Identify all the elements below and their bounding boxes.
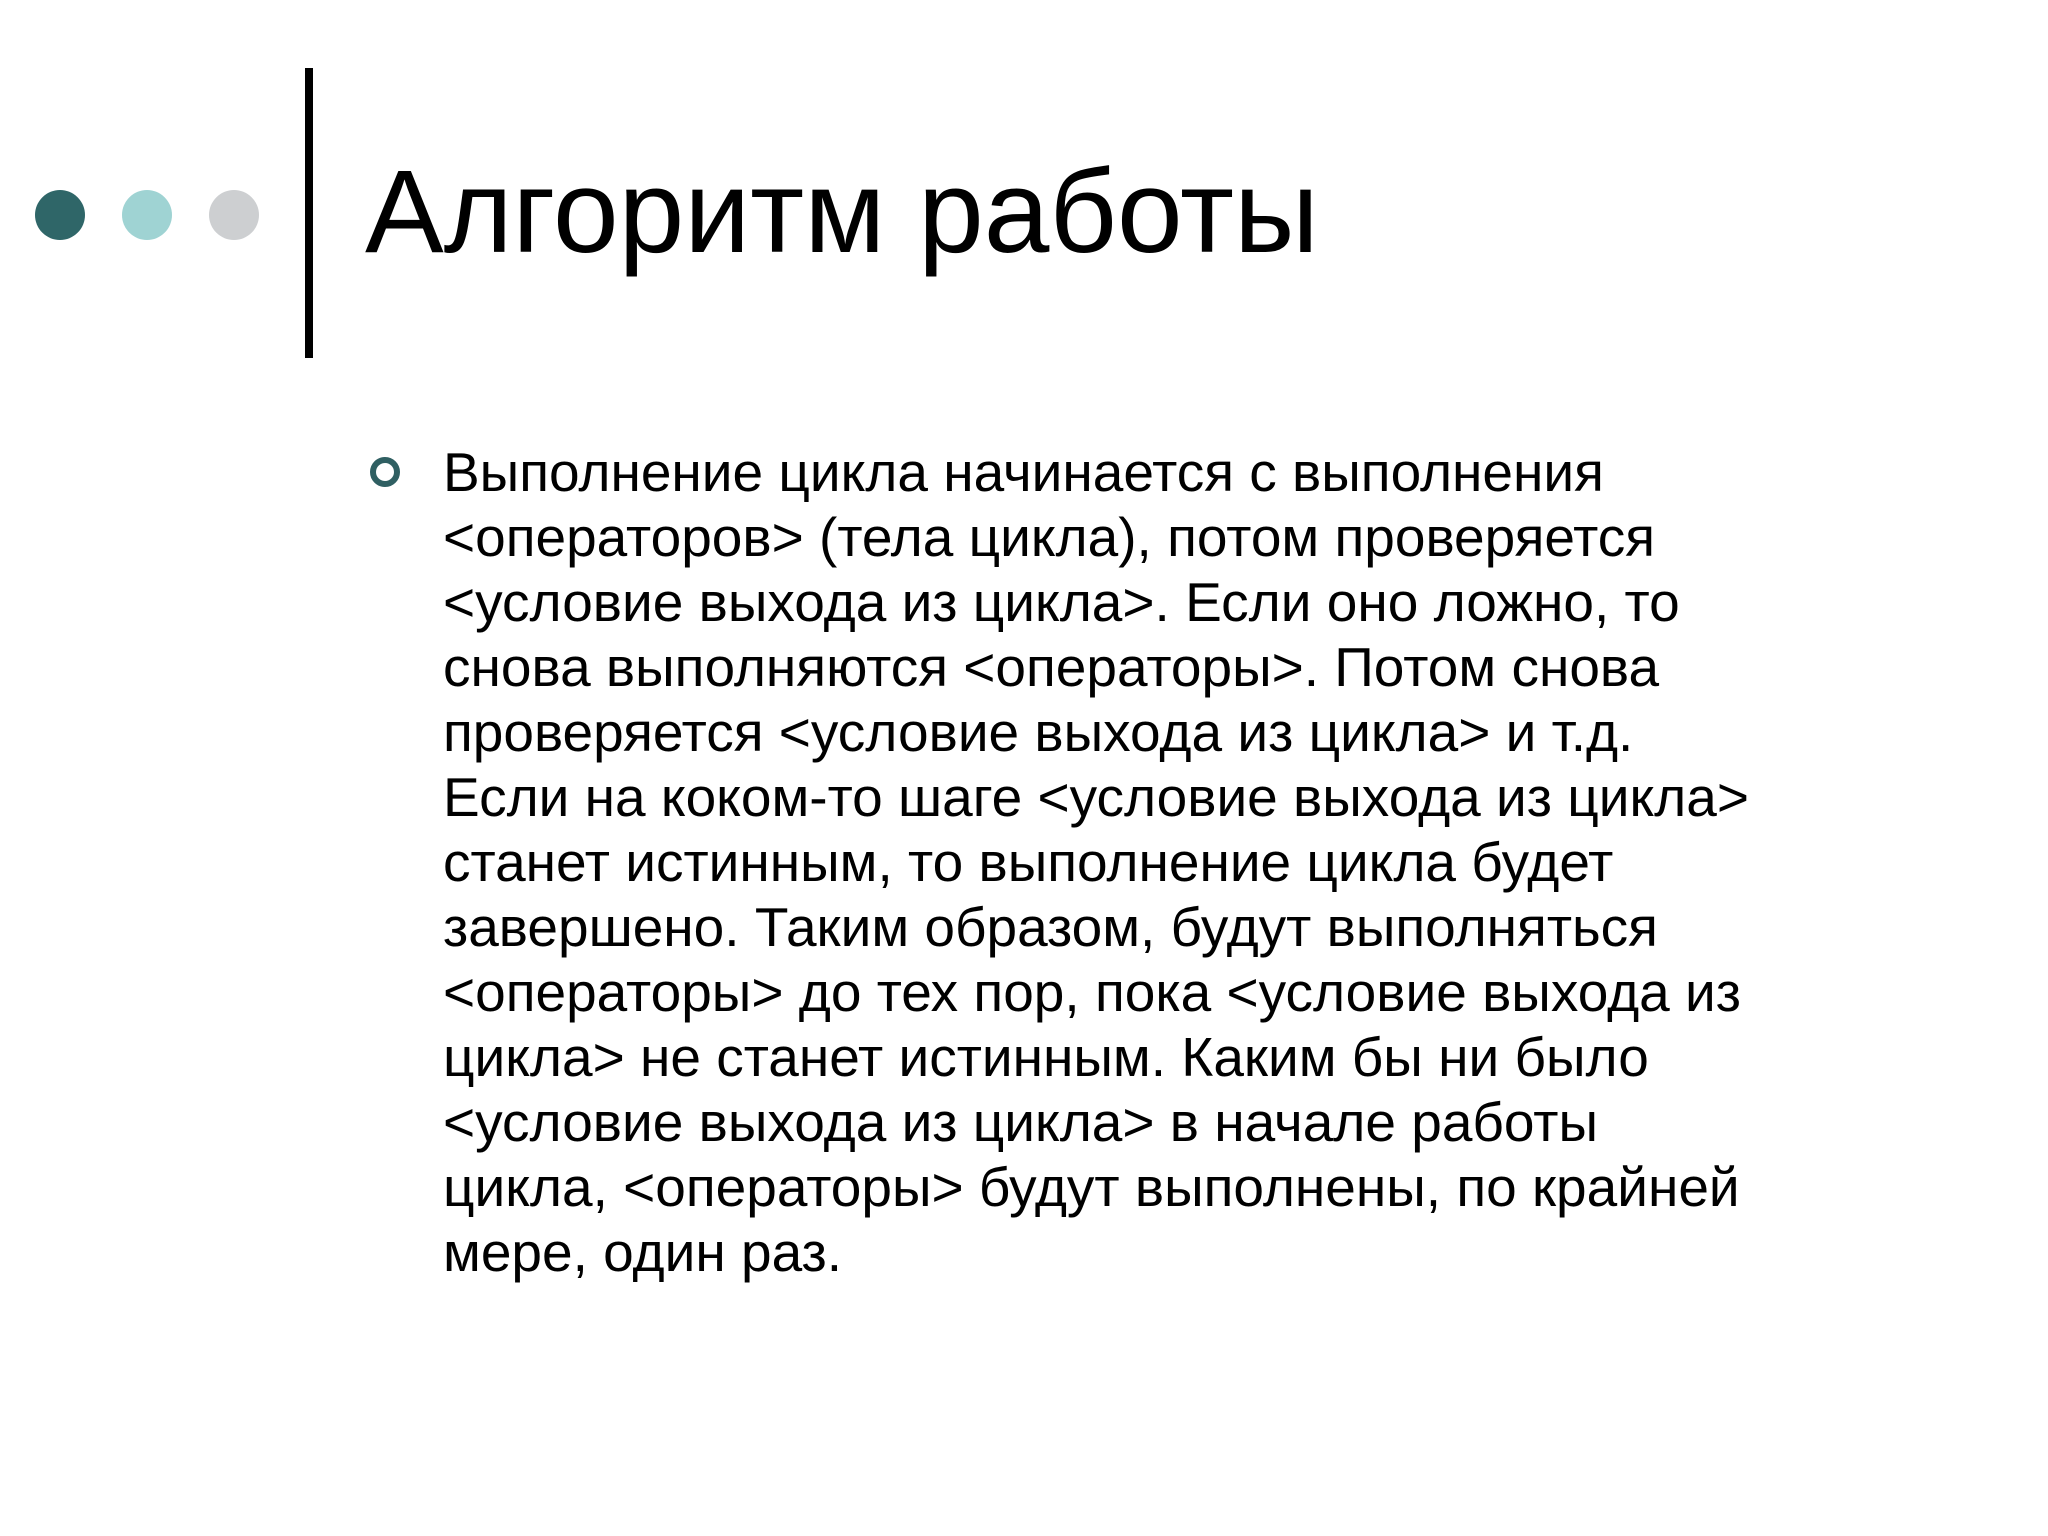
text-line: <операторы> до тех пор, пока <условие выхода из	[443, 961, 1741, 1023]
text-line: <операторов> (тела цикла), потом проверяется	[443, 506, 1656, 568]
text-line: Выполнение цикла начинается с выполнения	[443, 441, 1604, 503]
light-teal-dot-icon	[122, 190, 172, 240]
bullet-circle-icon	[370, 457, 400, 487]
text-line: снова выполняются <операторы>. Потом снова	[443, 636, 1660, 698]
text-line: <условие выхода из цикла>. Если оно ложно, то	[443, 571, 1680, 633]
text-line: <условие выхода из цикла> в начале работы	[443, 1091, 1599, 1153]
text-line: мере, один раз.	[443, 1221, 843, 1283]
slide-title: Алгоритм работы	[365, 146, 1319, 278]
vertical-divider	[305, 68, 313, 358]
text-line: Если на коком-то шаге <условие выхода из цикла>	[443, 766, 1749, 828]
text-line: цикла> не станет истинным. Каким бы ни было	[443, 1026, 1649, 1088]
bullet-text	[443, 440, 1943, 1285]
text-line: цикла, <операторы> будут выполнены, по крайней	[443, 1156, 1740, 1218]
text-line: завершено. Таким образом, будут выполняться	[443, 896, 1658, 958]
grey-dot-icon	[209, 190, 259, 240]
text-line: станет истинным, то выполнение цикла будет	[443, 831, 1614, 893]
dark-teal-dot-icon	[35, 190, 85, 240]
text-line: проверяется <условие выхода из цикла> и т.д.	[443, 701, 1634, 763]
